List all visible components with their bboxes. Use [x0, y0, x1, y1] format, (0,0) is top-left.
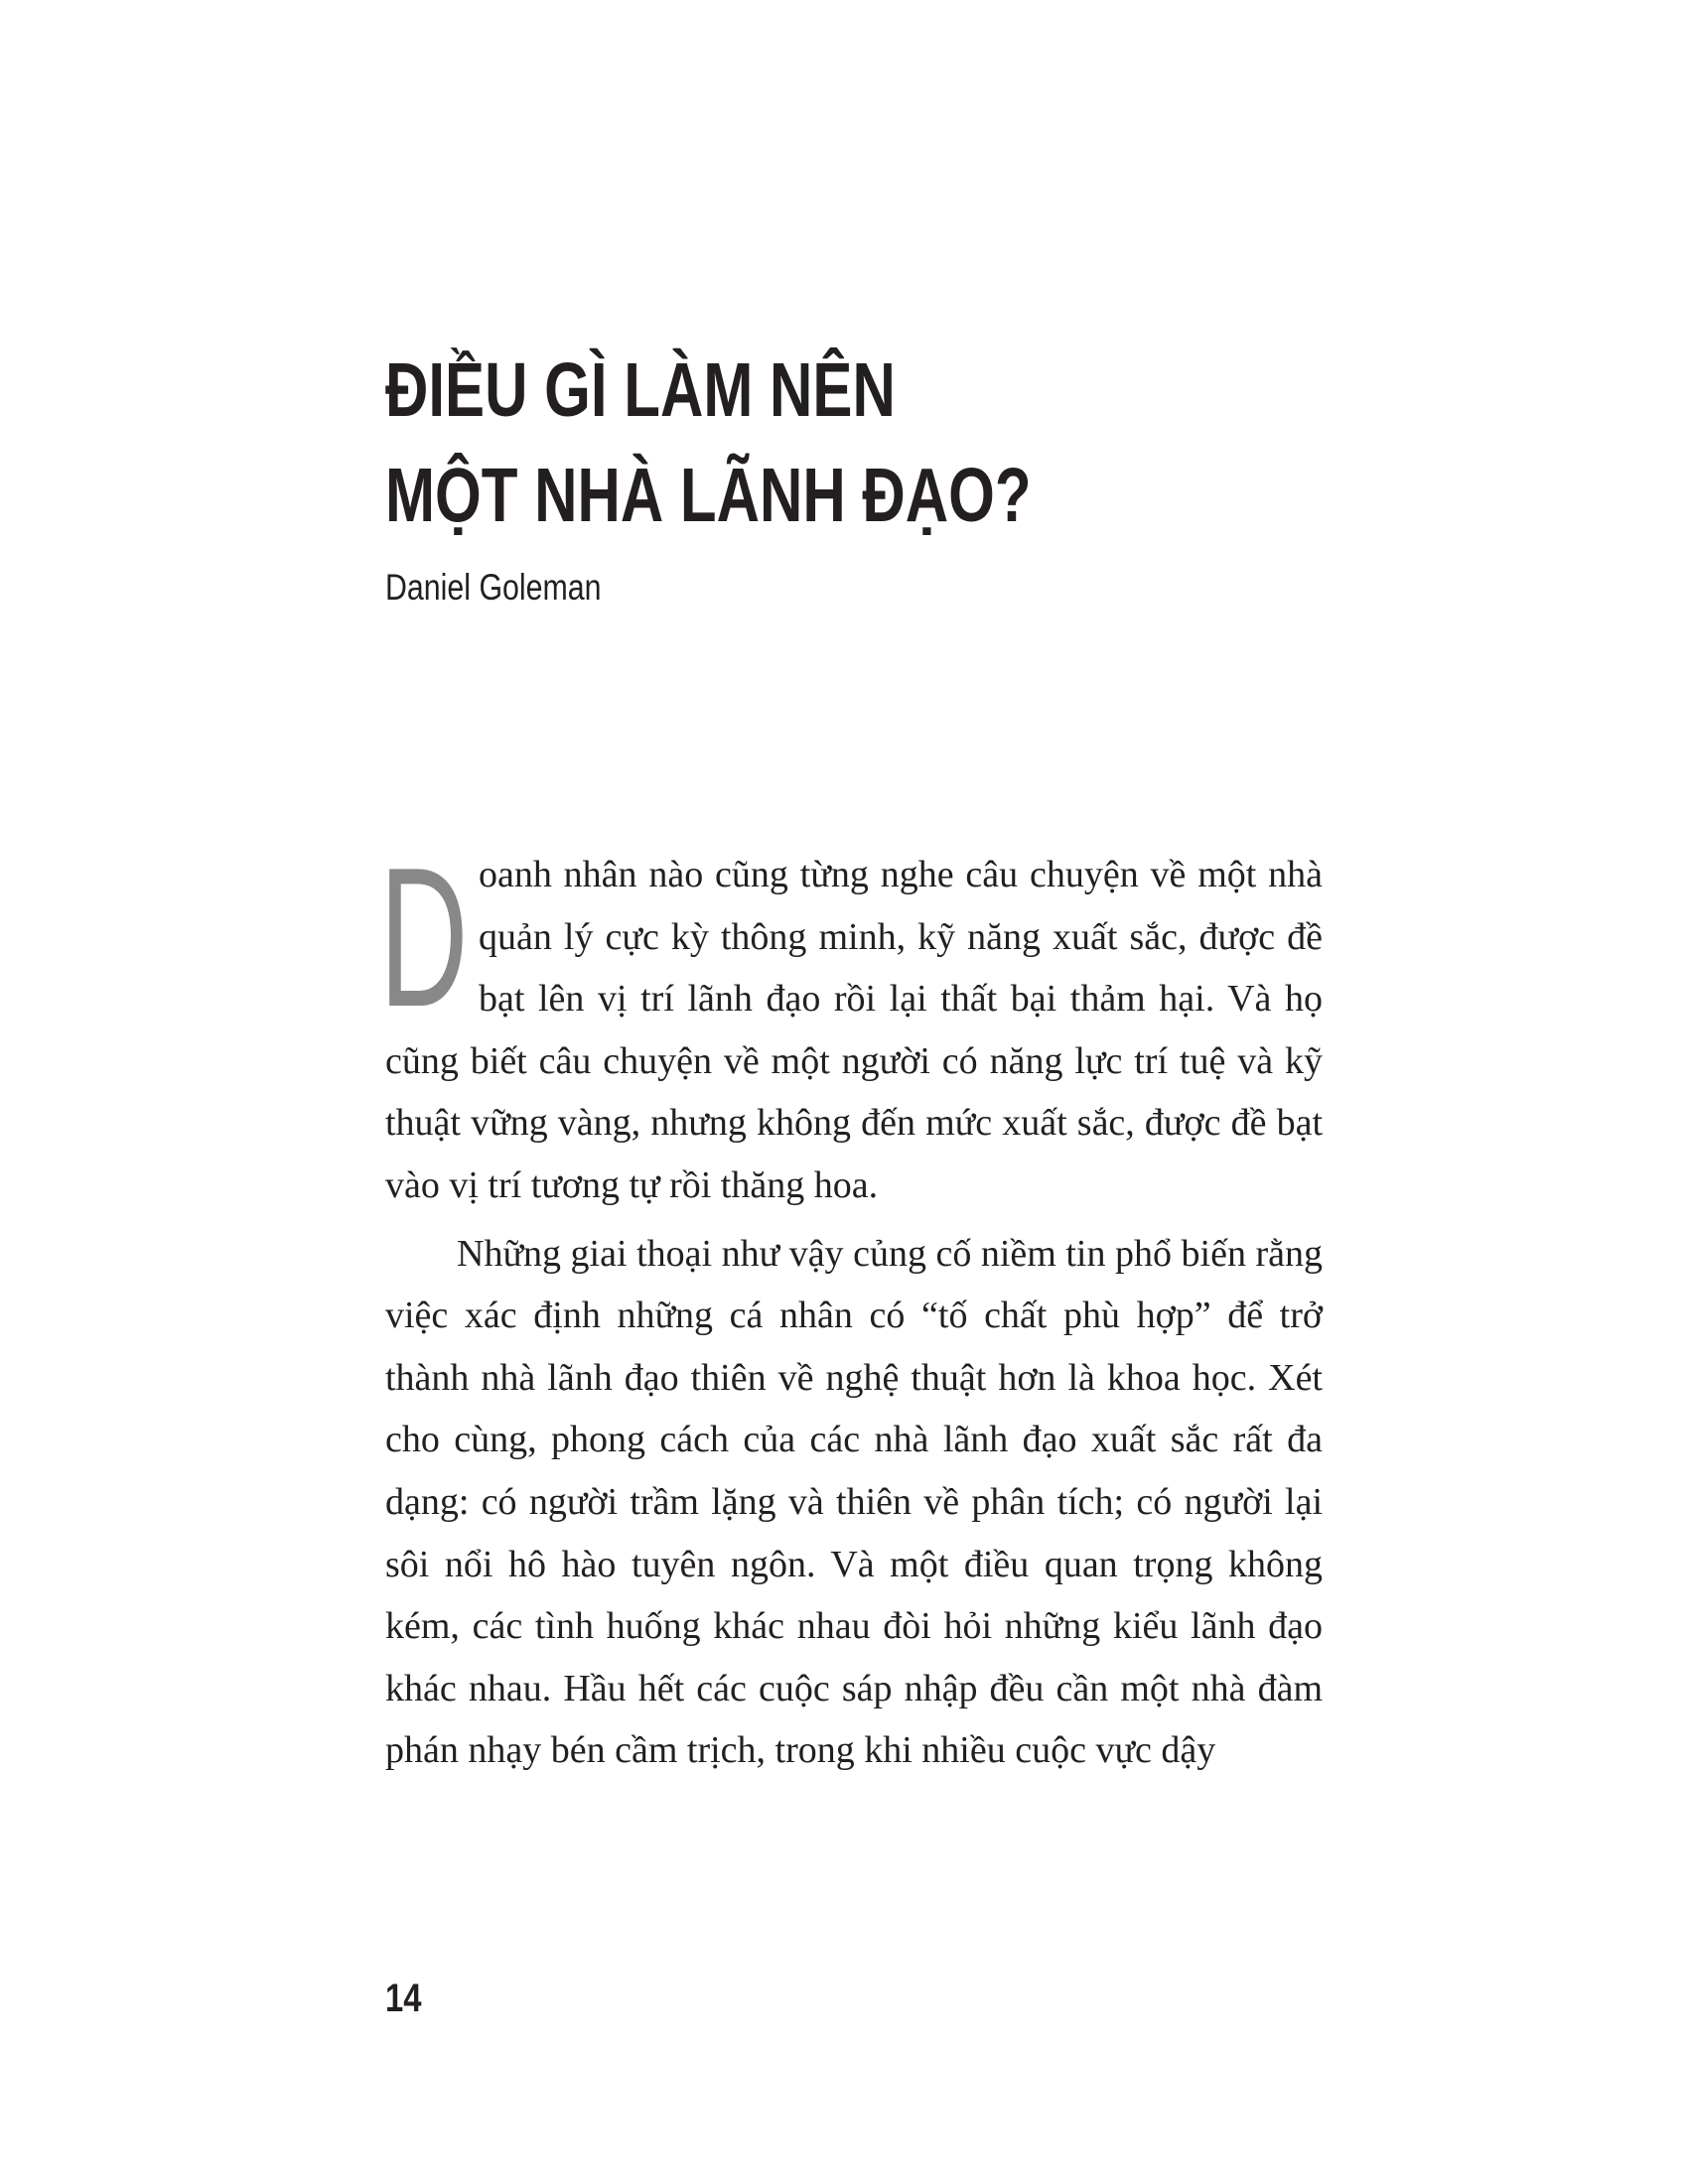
- page-number: 14: [385, 1977, 422, 2020]
- paragraph-2: Những giai thoại như vậy củng cố niềm tin phổ biến rằng việc xác định những cá nhân có “tố chất phù hợp” để trở thành nhà lãnh đạo thiên về nghệ thuật hơn là khoa học. Xét cho cùng, phong cách của các nhà lãnh đạo xuất sắc rất đa dạng: có người trầm lặng và thiên về phân tích; có người lại sôi nổi hô hào tuyên ngôn. Và một điều quan trọng không kém, các tình huống khác nhau đòi hỏi những kiểu lãnh đạo khác nhau. Hầu hết các cuộc sáp nhập đều cần một nhà đàm phán nhạy bén cầm trịch, trong khi nhiều cuộc vực dậy: [385, 1232, 1323, 1772]
- paragraph-1-text: oanh nhân nào cũng từng nghe câu chuyện về một nhà quản lý cực kỳ thông minh, kỹ năng xuất sắc, được đề bạt lên vị trí lãnh đạo rồi lại thất bại thảm hại. Và họ cũng biết câu chuyện về một người có năng lực trí tuệ và kỹ thuật vững vàng, nhưng không đến mức xuất sắc, được đề bạt vào vị trí tương tự rồi thăng hoa.: [385, 854, 1323, 1206]
- chapter-title-line-2: MỘT NHÀ LÃNH ĐẠO?: [385, 453, 1032, 538]
- paragraph-1: [379, 827, 1323, 1217]
- author-name: Daniel Goleman: [385, 567, 602, 608]
- body-text: [379, 827, 1323, 1782]
- drop-cap: D: [379, 827, 469, 1048]
- chapter-title: [385, 338, 1160, 548]
- chapter-title-line-1: ĐIỀU GÌ LÀM NÊN: [385, 347, 896, 433]
